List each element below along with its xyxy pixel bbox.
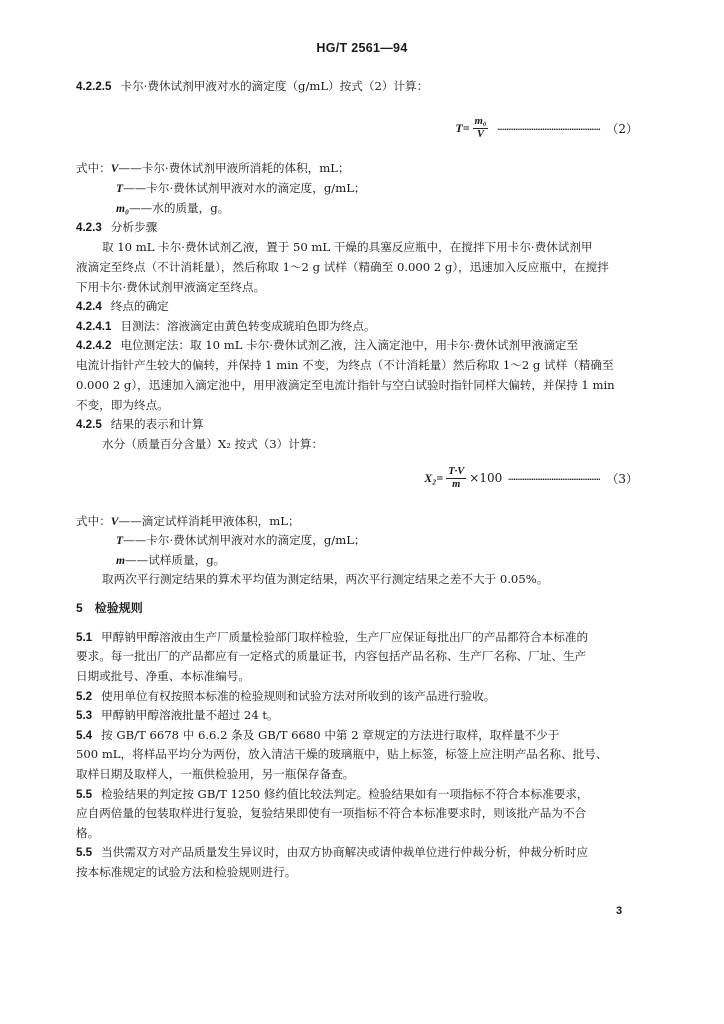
- clause-5-2: [76, 688, 638, 705]
- equation-factor: ×100: [469, 471, 503, 485]
- paragraph-line: 500 mL，将样品平均分为两份，放入清洁干燥的玻璃瓶中，贴上标签，标签上应注明产品名称、批号、: [76, 747, 608, 761]
- clause-text: 检验结果的判定按 GB/T 1250 修约值比较法判定。检验结果如有一项指标不符合本标准要求，: [101, 787, 589, 801]
- paragraph-line: 日期或批号、净重、本标准编号。: [76, 669, 250, 683]
- equation-tag: （3）: [606, 471, 638, 486]
- clause-5-3: [76, 707, 638, 724]
- equation-lhs: X₂=: [424, 470, 444, 485]
- paragraph-line: 按本标准规定的试验方法和检验规则进行。: [76, 865, 297, 879]
- symbol-definition: ——卡尔·费休试剂甲液所消耗的体积，mL；: [118, 161, 350, 175]
- equation-tag: （2）: [606, 121, 638, 136]
- where-prefix: 式中：: [76, 161, 111, 175]
- symbol-definition: ——试样质量，g。: [125, 553, 226, 567]
- clause-4-2-3: [76, 219, 638, 236]
- standard-code-header: HG/T 2561—94: [316, 41, 408, 55]
- equation-3: [76, 462, 638, 494]
- clause-text: 按 GB/T 6678 中 6.6.2 条及 GB/T 6680 中第 2 章规定的方法进行取样，取样量不少于: [101, 728, 560, 742]
- leader-dots: …………………………………………………: [497, 123, 601, 133]
- clause-4-2-4-2: [76, 337, 638, 354]
- where-line-m: [116, 552, 636, 569]
- clause-text: 甲醇钠甲醇溶液批量不超过 24 t。: [101, 708, 279, 722]
- paragraph-line: 格。: [76, 826, 100, 840]
- where-line-m0: [116, 200, 636, 217]
- clause-number: 4.2.4.1: [76, 320, 112, 333]
- clause-4-2-5: [76, 416, 638, 433]
- symbol: V: [110, 515, 119, 528]
- where-prefix: 式中：: [76, 514, 111, 528]
- paragraph-line: 取样日期及取样人，一瓶供检验用，另一瓶保存备查。: [76, 767, 355, 781]
- where-line-v: [76, 160, 638, 177]
- clause-text: 当供需双方对产品质量发生异议时，由双方协商解决或请仲裁单位进行仲裁分析，仲裁分析时应: [101, 845, 589, 859]
- paragraph-line: 要求。每一批出厂的产品都应有一定格式的质量证书，内容包括产品名称、生产厂名称、厂址、生产: [76, 649, 587, 663]
- section-number: 5: [76, 601, 83, 615]
- clause-4-2-4: [76, 298, 638, 315]
- symbol: m: [116, 554, 126, 567]
- clause-4-2-2-5: [76, 78, 638, 95]
- paragraph-line: 取 10 mL 卡尔·费休试剂乙液，置于 50 mL 干燥的具塞反应瓶中，在搅拌下用卡尔·费休试剂甲: [102, 240, 593, 254]
- paragraph-line: 不变，即为终点。: [76, 398, 169, 412]
- where-line-v: [76, 513, 638, 530]
- equation-2: [76, 112, 638, 144]
- fraction-denominator: V: [476, 128, 484, 140]
- clause-text: 目测法：溶液滴定由黄色转变成琥珀色即为终点。: [120, 319, 376, 333]
- page-number: 3: [616, 905, 623, 917]
- clause-4-2-4-1: [76, 318, 638, 335]
- result-note: 取两次平行测定结果的算术平均值为测定结果，两次平行测定结果之差不大于 0.05%。: [102, 572, 549, 586]
- clause-number: 4.2.5: [76, 418, 102, 431]
- clause-5-1: [76, 629, 638, 646]
- section-5-heading: [76, 600, 638, 616]
- symbol: T: [116, 534, 124, 547]
- where-line-t: [116, 180, 636, 197]
- symbol: V: [110, 162, 119, 175]
- formula-intro: 水分（质量百分含量）X₂ 按式（3）计算：: [102, 437, 324, 451]
- clause-number: 4.2.4.2: [76, 339, 112, 352]
- clause-number: 4.2.2.5: [76, 80, 112, 93]
- fraction-denominator: m: [452, 478, 461, 490]
- clause-text: 甲醇钠甲醇溶液由生产厂质量检验部门取样检验，生产厂应保证每批出厂的产品都符合本标准的: [101, 630, 589, 644]
- leader-dots: ……………………………………………: [508, 473, 601, 483]
- clause-5-4: [76, 727, 638, 744]
- clause-title: 结果的表示和计算: [110, 417, 204, 431]
- clause-number: 5.2: [76, 690, 93, 703]
- where-line-t: [116, 532, 636, 549]
- fraction-numerator: m₀: [474, 115, 487, 127]
- clause-number: 5.4: [76, 729, 93, 742]
- paragraph-line: 下用卡尔·费休试剂甲液滴定至终点。: [76, 280, 266, 294]
- clause-text: 使用单位有权按照本标准的检验规则和试验方法对所收到的该产品进行验收。: [101, 689, 496, 703]
- paragraph-line: 电流计指针产生较大的偏转，并保持 1 min 不变，为终点（不计消耗量）然后称取 1～2 g 试样（精确至: [76, 358, 614, 372]
- symbol-definition: ——卡尔·费休试剂甲液对水的滴定度，g/mL；: [123, 533, 366, 547]
- clause-text: 卡尔·费休试剂甲液对水的滴定度（g/mL）按式（2）计算：: [120, 79, 429, 93]
- clause-5-5: [76, 786, 638, 803]
- clause-number: 5.5: [76, 788, 93, 801]
- clause-number: 5.1: [76, 631, 93, 644]
- fraction-numerator: T·V: [448, 465, 465, 477]
- clause-number: 5.5: [76, 846, 93, 859]
- paragraph-line: 液滴定至终点（不计消耗量），然后称取 1～2 g 试样（精确至 0.000 2 g），迅速加入反应瓶中，在搅拌: [76, 260, 609, 274]
- clause-number: 5.3: [76, 709, 93, 722]
- equation-fraction: [473, 116, 489, 141]
- clause-title: 终点的确定: [110, 299, 169, 313]
- symbol-definition: ——滴定试样消耗甲液体积，mL；: [118, 514, 300, 528]
- equation-fraction: [446, 466, 466, 491]
- section-title: 检验规则: [94, 601, 143, 615]
- clause-5-6: [76, 844, 638, 861]
- symbol-definition: ——卡尔·费休试剂甲液对水的滴定度，g/mL；: [123, 181, 366, 195]
- symbol-definition: ——水的质量，g。: [129, 201, 230, 215]
- clause-title: 分析步骤: [110, 220, 158, 234]
- paragraph-line: 应自两倍量的包装取样进行复验，复验结果即使有一项指标不符合本标准要求时，则该批产品为不合: [76, 806, 587, 820]
- symbol: m₀: [116, 202, 130, 215]
- clause-text: 电位测定法：取 10 mL 卡尔·费休试剂乙液，注入滴定池中，用卡尔·费休试剂甲液滴定至: [120, 338, 579, 352]
- equation-lhs: T=: [455, 120, 470, 135]
- paragraph-line: 0.000 2 g），迅速加入滴定池中，用甲液滴定至电流计指针与空白试验时指针同样大偏转，并保持 1 min: [76, 378, 615, 392]
- clause-number: 4.2.3: [76, 221, 102, 234]
- symbol: T: [116, 182, 124, 195]
- clause-number: 4.2.4: [76, 300, 102, 313]
